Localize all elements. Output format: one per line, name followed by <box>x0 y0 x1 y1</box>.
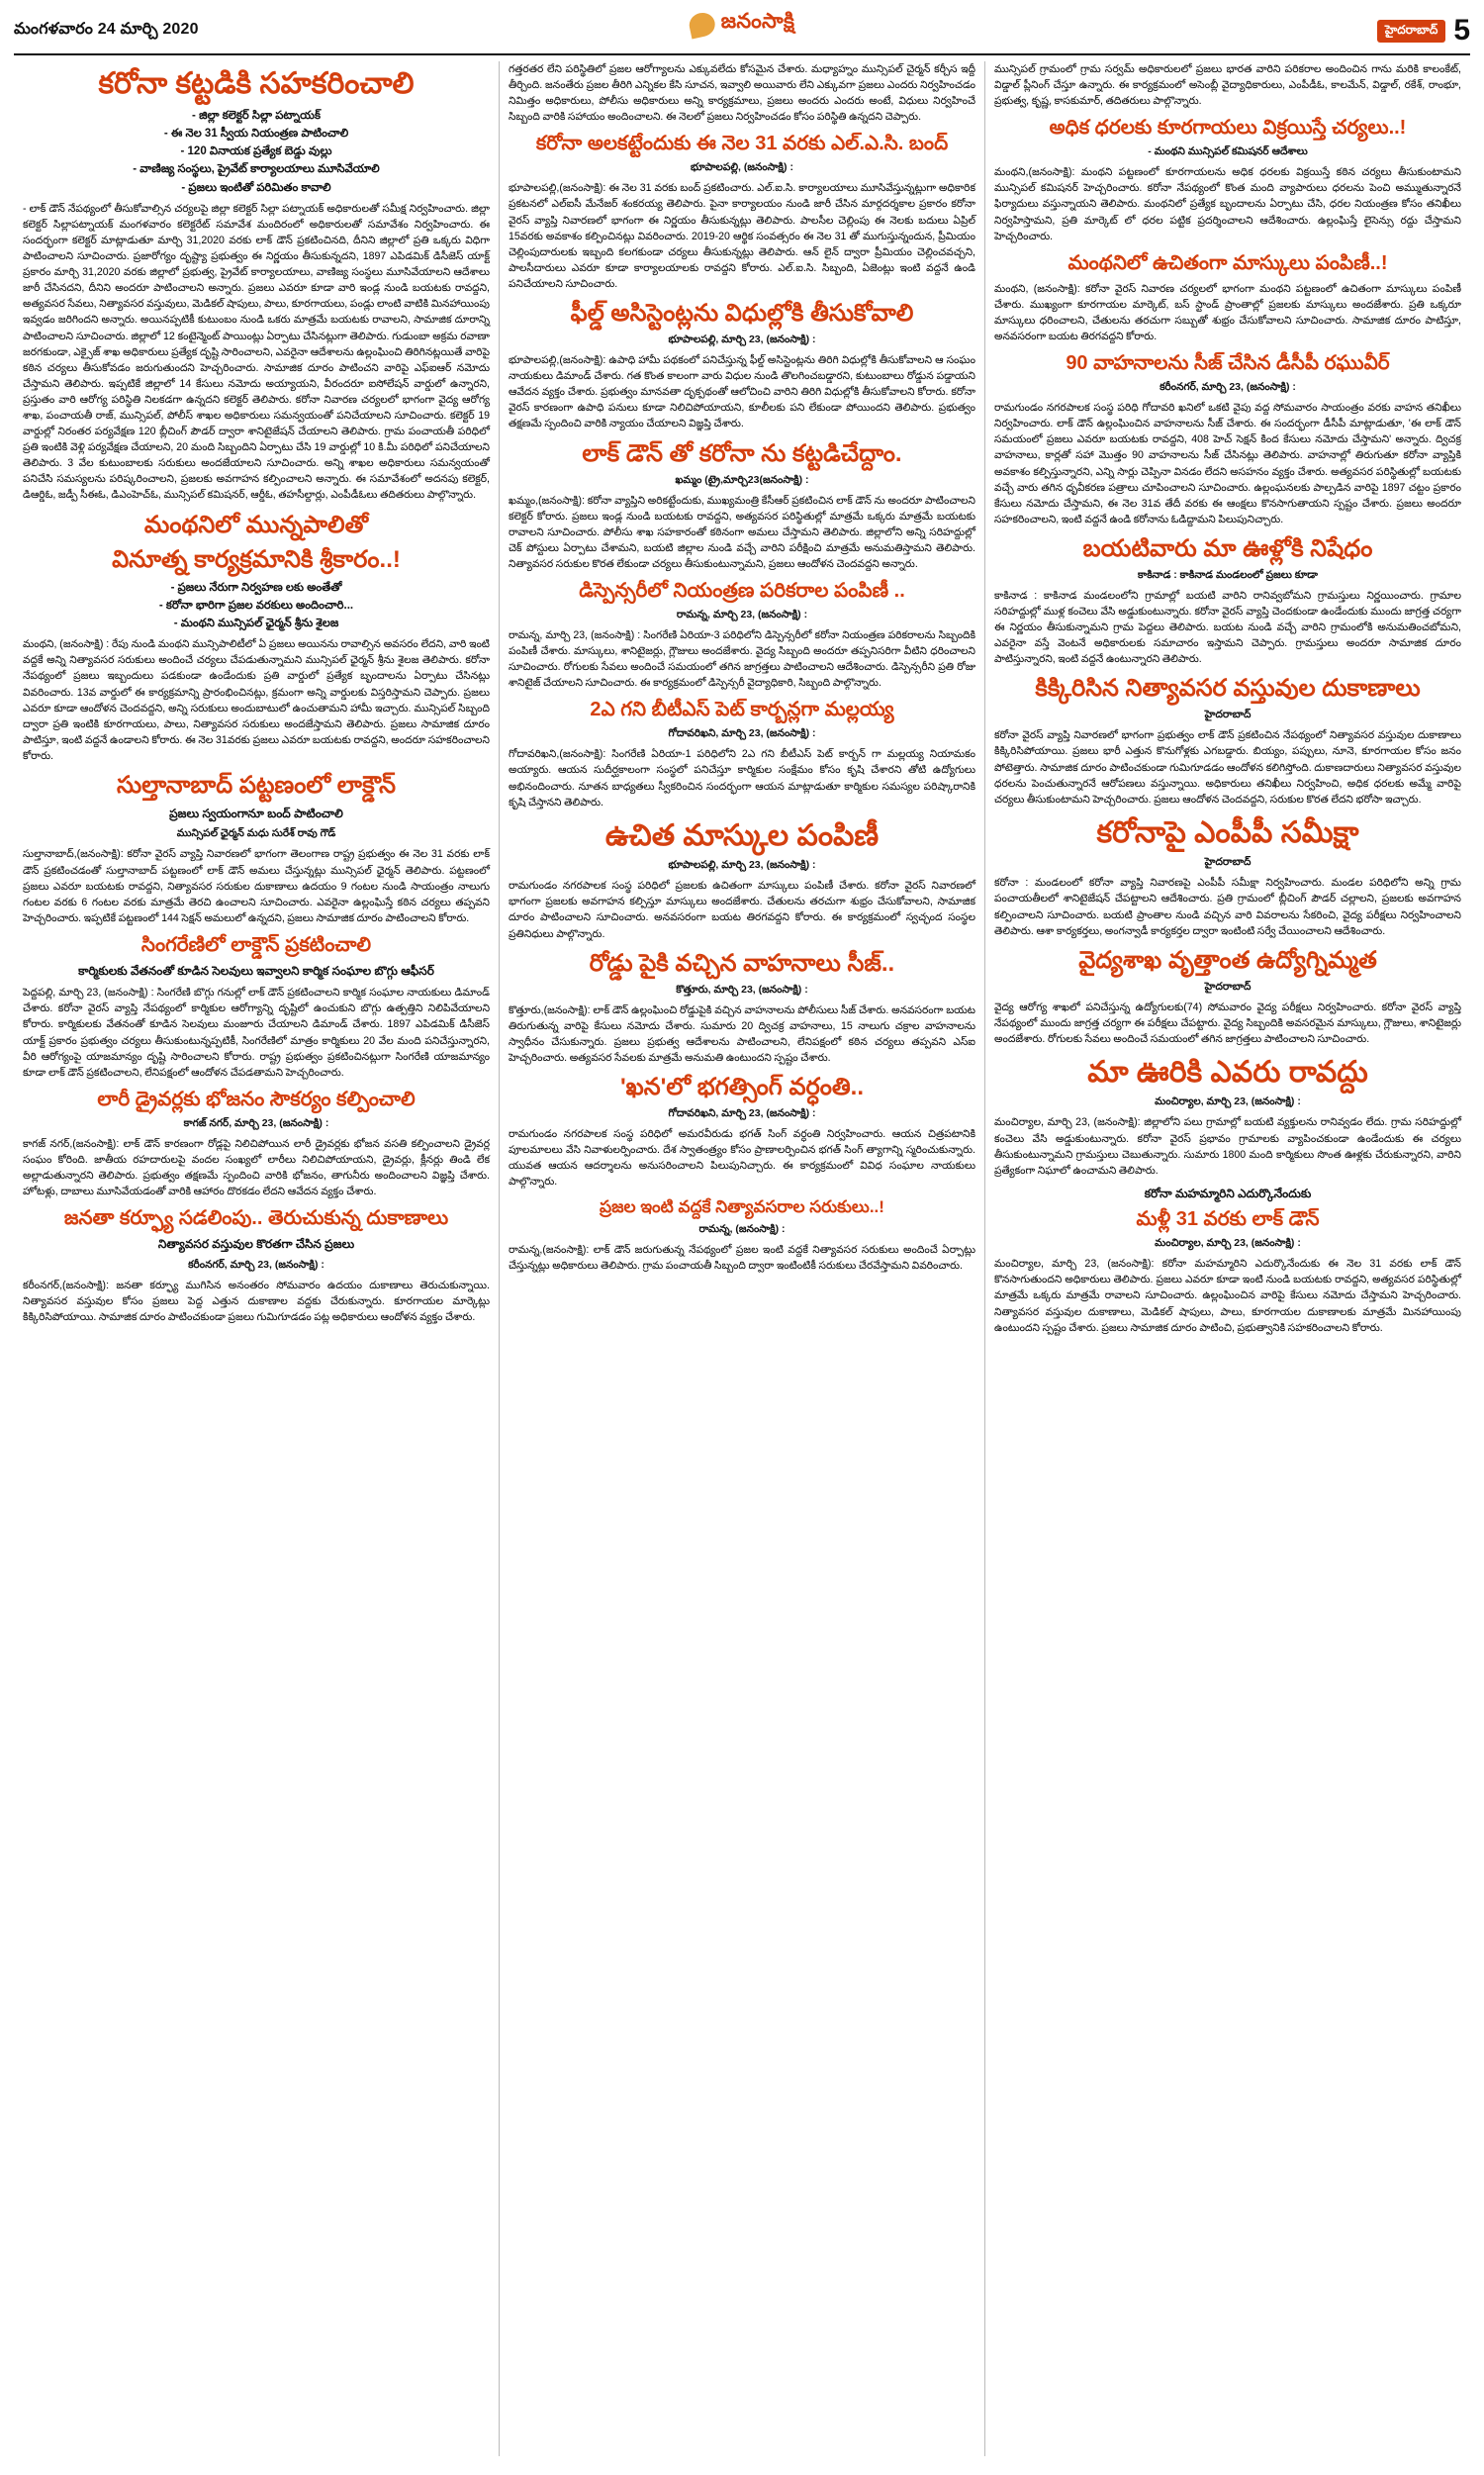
kicker-line: - కరోనా భారిగా ప్రజల వరకులు అందించారి... <box>158 599 354 612</box>
continued-text: మున్సిపల్ గ్రామంలో గ్రామ సర్వమ్ అధికారులలో ప్రజలు భారత వారిని పరికరాల అందించిన గాను మరికి కాలంకేట్, విడ్డాల్ ప్లీనింగ్ చేస్తూ ఉన్నారు. ఈ కార్యక్రమంలో అసెంబ్లీ వైద్యాధికారులు, ఎంపీడీఓ, కాలమేన్, విడ్డాల్, రకేశ్, రాంభూ, ప్రభుత్వ, కృష్ణ, కాసకుమార్, తదితరులు పాల్గొన్నారు. <box>994 63 1461 108</box>
article-body: సుల్తానాబాద్,(జనంసాక్షి): కరోనా వైరస్ వ్యాప్తి నివారణలో భాగంగా తెలంగాణ రాష్ట్ర ప్రభుత్వం ఈ నెల 31 వరకు లాక్ డౌన్ ప్రకటించడంతో సుల్తానాబాద్ పట్టణంలో లాక్ డౌన్ అమలు చేస్తున్నట్లు మున్సిపల్ ఛైర్మన్ తెలిపారు. పట్టణంలో ప్రజలు ఎవరూ బయటకు రావద్దని, నిత్యావసర సరుకుల దుకాణాలు ఉదయం 9 గంటల నుండి సాయంత్రం నాలుగు గంటల వరకు 6 గంటల వరకు మాత్రమే తెరచి ఉంచాలని సూచించారు. ఎవరైనా ఉల్లంఘిస్తే కఠిన చర్యలు తప్పవని హెచ్చరించారు. ఇప్పటికే పట్టణంలో 144 సెక్షన్ అమలులో ఉన్నదని, ప్రజలు సామాజిక దూరం పాటించాలని కోరారు. <box>23 848 490 924</box>
article-dateline: గోదావరిఖని, మార్చి 23, (జనంసాక్షి) : <box>668 1106 816 1119</box>
article-body: రామగుండం నగరపాలక సంస్థ పరిధి గోదావరి ఖనిలో ఒకటి వైపు వద్ద సోమవారం సాయంత్రం వరకు వాహన తనిఖీలు నిర్వహించారు. లాక్ డౌన్ ఉల్లంఘించిన వాహనాలను సీజ్ చేశారు. ఈ సందర్భంగా డీసీపీ మాట్లాడుతూ, 'ఈ లాక్ డౌన్ సమయంలో ప్రజలు ఎవరూ బయటకు రావద్దని, 408 హెచ్ సెక్షన్ కింద కేసులు నమోదు చేస్తామని' అన్నారు. ద్విచక్ర వాహనాలు, కార్లతో సహా మొత్తం 90 వాహనాలను సీజ్ చేసినట్లు తెలిపారు. వాహనాల్లో తిరుగుతూ కరోనా వ్యాప్తికి అవకాశం కల్పిస్తున్నారని, ఎన్ని సార్లు చెప్పినా వినడం లేదని అసహనం వ్యక్తం చేశారు. అత్యవసర పరిస్థితుల్లో బయటకు వచ్చే వారు తగిన ధృవీకరణ పత్రాలు చూపించాలని సూచించారు. ఉల్లంఘనలకు పాల్పడిన వారిపై 1897 చట్టం ప్రకారం కేసులు నమోదు చేస్తామని, ఈ నెల 31వ తేదీ వరకు ఈ ఆంక్షలు కొనసాగుతాయని స్పష్టం చేశారు. ప్రజలు అందరూ సహకరించాలని, ఇంటి వద్దనే ఉండి కరోనాను ఓడిద్దామని పిలుపునిచ్చారు. <box>994 402 1461 525</box>
article <box>23 771 490 926</box>
article-dateline: మంచిర్యాల, మార్చి 23, (జనంసాక్షి) : <box>1155 1095 1301 1108</box>
article-dateline: కాకినాడ : కాకినాడ మండలంలో ప్రజలు కూడా <box>1138 568 1318 581</box>
article-dateline: - మంథని మున్సిపల్ కమిషనర్ ఆదేశాలు <box>1148 145 1308 158</box>
article-dateline: హైదరాబాద్ <box>1204 709 1252 721</box>
column-1 <box>14 61 499 2456</box>
article-body: కొత్తూరు,(జనంసాక్షి): లాక్ డౌన్ ఉల్లంఘించి రోడ్డుపైకి వచ్చిన వాహనాలను పోలీసులు సీజ్ చేశారు. అనవసరంగా బయట తిరుగుతున్న వారిపై కేసులు నమోదు చేశారు. సుమారు 20 ద్విచక్ర వాహనాలు, 15 నాలుగు చక్రాల వాహనాలను స్వాధీనం చేసుకున్నారు. ప్రజలు ప్రభుత్వ ఆదేశాలను పాటించాలని, లేనిపక్షంలో కఠిన చర్యలు తప్పవని ఎస్ఐ హెచ్చరించారు. అత్యవసర సేవలకు మాత్రమే అనుమతి ఉంటుందని స్పష్టం చేశారు. <box>509 1003 975 1064</box>
article-body: రామగుండం నగరపాలక సంస్థ పరిధిలో ప్రజలకు ఉచితంగా మాస్కులు పంపిణీ చేశారు. కరోనా వైరస్ నివారణలో భాగంగా ప్రజలకు అవగాహన కల్పిస్తూ మాస్కులు అందజేశారు. చేతులను తరచుగా శుభ్రం చేసుకోవాలని, సామాజిక దూరం పాటించాలని సూచించారు. అనవసరంగా బయట తిరగవద్దని కోరారు. ఈ కార్యక్రమంలో స్వచ్ఛంద సంస్థల ప్రతినిధులు పాల్గొన్నారు. <box>509 880 975 940</box>
article <box>994 1186 1461 1336</box>
article-headline: కరోనాపై ఎంపీపీ సమీక్షా <box>1096 815 1359 849</box>
article-body: కరోనా : మండలంలో కరోనా వ్యాప్తి నివారణపై ఎంపీపీ సమీక్షా నిర్వహించారు. మండల పరిధిలోని అన్ని గ్రామ పంచాయతీలలో శానిటైజేషన్ చేపట్టాలని ఆదేశించారు. ప్రతి గ్రామంలో బ్లీచింగ్ పౌడర్ చల్లాలని, ప్రజలకు అవగాహన కల్పించాలని సూచించారు. బయటి ప్రాంతాల నుండి వచ్చిన వారి వివరాలను సేకరించి, వైద్య పరీక్షలు నిర్వహించాలని తెలిపారు. ఆశా కార్యకర్తలు, అంగన్వాడీ కార్యకర్తల ద్వారా ఇంటింటి సర్వే చేయించాలని ఆదేశించారు. <box>994 877 1461 937</box>
kicker-line: - జిల్లా కలెక్టర్ సిల్లా పట్నాయక్ <box>192 109 321 122</box>
article-body: రామగుండం నగరపాలక సంస్థ పరిధిలో అమరవీరుడు భగత్ సింగ్ వర్ధంతి నిర్వహించారు. ఆయన చిత్రపటానికి పూలమాలలు వేసి నివాళులర్పించారు. దేశ స్వాతంత్ర్యం కోసం ప్రాణాలర్పించిన భగత్ సింగ్ త్యాగాన్ని స్మరించుకున్నారు. యువత ఆయన ఆదర్శాలను అనుసరించాలని పిలుపునిచ్చారు. ఈ కార్యక్రమంలో వివిధ సంఘాల నాయకులు పాల్గొన్నారు. <box>509 1127 975 1189</box>
article-headline: మంథనిలో ఉచితంగా మాస్కులు పంపిణీ..! <box>1067 251 1388 274</box>
article-headline-second-line: వినూత్న కార్యక్రమానికి శ్రీకారం..! <box>112 545 401 573</box>
kicker-line: - ఈ నెల 31 స్వీయ నియంత్రణ పాటించాలి <box>163 127 349 140</box>
article-body: మంచిర్యాల, మార్చి 23, (జనంసాక్షి): జిల్లాలోని పలు గ్రామాల్లో బయటి వ్యక్తులను రానివ్వడం లేదు. గ్రామ సరిహద్దుల్లో కంచెలు వేసి అడ్డుకుంటున్నారు. కరోనా వైరస్ ప్రభావం గ్రామాలకు వ్యాపించకుండా ఉండేందుకు ఈ చర్యలు తీసుకుంటున్నామని గ్రామస్తులు చెబుతున్నారు. సుమారు 1800 మంది కార్మికులు సొంత ఊళ్లకు చేరుకున్నారని, వారిని ప్రత్యేకంగా నిఘాలో ఉంచామని తెలిపారు. <box>994 1116 1461 1177</box>
article-headline: లాక్ డౌన్ తో కరోనా ను కట్టడిచేద్దాం. <box>582 439 902 467</box>
page-number: 5 <box>1453 14 1470 47</box>
article-body: రామన్న, మార్చి 23, (జనంసాక్షి) : సింగరేణి ఏరియా-3 పరిధిలోని డిస్పెన్సరీలో కరోనా నియంత్రణ పరికరాలను సిబ్బందికి పంపిణీ చేశారు. మాస్కులు, శానిటైజర్లు, గ్లౌజులు అందజేశారు. వైద్య సిబ్బంది అందరూ తప్పనిసరిగా వీటిని ధరించాలని సూచించారు. రోగులకు సేవలు అందించే సమయంలో తగిన జాగ్రత్తలు పాటించాలని ఆదేశించారు. డిస్పెన్సరీని ప్రతి రోజు శానిటైజ్ చేయాలని సూచించారు. ఈ కార్యక్రమంలో డిస్పెన్సరీ వైద్యాధికారి, సిబ్బంది పాల్గొన్నారు. <box>509 628 975 690</box>
kicker-line: - వాణిజ్య సంస్థలు, ప్రైవేట్ కార్యాలయాలు మూసివేయాలి <box>133 163 380 176</box>
kicker-line: - ప్రజలు నేరుగా నిర్వహణ లకు అంతేతో <box>170 581 342 594</box>
article-overline: కరోనా మహమ్మారిని ఎదుర్కొనేందుకు <box>1144 1186 1312 1200</box>
flame-icon <box>688 10 717 39</box>
column-3 <box>984 61 1470 2456</box>
article <box>994 946 1461 1047</box>
logo-text: జనంసాక్షి <box>720 10 795 33</box>
article-dateline: మంచిర్యాల, మార్చి 23, (జనంసాక్షి) : <box>1155 1237 1301 1250</box>
article <box>509 439 975 572</box>
article <box>509 579 975 691</box>
kicker-line: - మంథని మున్సిపల్ ఛైర్మన్ శ్రీను శైలజ <box>173 618 339 630</box>
column-2 <box>499 61 984 2456</box>
article-dateline: రామన్న, మార్చి 23, (జనంసాక్షి) : <box>676 608 808 620</box>
article <box>994 351 1461 527</box>
article-body: కాగజ్ నగర్,(జనంసాక్షి): లాక్ డౌన్ కారణంగా రోడ్లపై నిలిచిపోయిన లారీ డ్రైవర్లకు భోజన వసతి కల్పించాలని డ్రైవర్ల సంఘం కోరింది. జాతీయ రహదారులపై వందల సంఖ్యలో లారీలు నిలిచిపోయాయని, డ్రైవర్లు, క్లీనర్లు తిండి లేక అల్లాడుతున్నారని తెలిపారు. ప్రభుత్వం తక్షణమే స్పందించి వారికి భోజనం, తాగునీరు అందించాలని విజ్ఞప్తి చేశారు. హోటళ్లు, దాబాలు మూసివేయడంతో వారికి ఆహారం దొరకడం లేదని ఆవేదన వ్యక్తం చేశారు. <box>23 1137 490 1198</box>
article-headline: 'ఖన'లో భగత్సింగ్ వర్ధంతి.. <box>619 1073 865 1100</box>
article-headline: కరోనా కట్టడికి సహకరించాలి <box>98 67 415 100</box>
article <box>509 698 975 809</box>
article-dateline: కొత్తూరు, మార్చి 23, (జనంసాక్షి) : <box>676 983 808 996</box>
article-body: వైద్య ఆరోగ్య శాఖలో పనిచేస్తున్న ఉద్యోగులకు(74) సోమవారం వైద్య పరీక్షలు నిర్వహించారు. కరోనా వైరస్ వ్యాప్తి నేపథ్యంలో ముందు జాగ్రత్త చర్యగా ఈ పరీక్షలు చేపట్టారు. వైద్య సిబ్బందికి అవసరమైన మాస్కులు, గ్లౌజులు, శానిటైజర్లు అందజేశారు. రోగులకు సేవలు అందించే సమయంలో తగిన జాగ్రత్తలు పాటించాలని సూచించారు. <box>994 1000 1461 1045</box>
article <box>23 933 490 1081</box>
edition-badge: హైదరాబాద్ <box>1377 20 1445 43</box>
article-headline: కరోనా అలకట్టేందుకు ఈ నెల 31 వరకు ఎల్.ఎ.సి. బంద్ <box>535 133 949 155</box>
article-headline: మళ్లీ 31 వరకు లాక్ డౌన్ <box>1136 1208 1320 1231</box>
article-body: పెద్దపల్లి, మార్చి 23, (జనంసాక్షి) : సింగరేణి బొగ్గు గనుల్లో లాక్ డౌన్ ప్రకటించాలని కార్మిక సంఘాల నాయకులు డిమాండ్ చేశారు. కరోనా వైరస్ వ్యాప్తి నేపథ్యంలో కార్మికుల ఆరోగ్యాన్ని దృష్టిలో ఉంచుకుని బొగ్గు ఉత్పత్తిని నిలిపివేయాలని కోరారు. కార్మికులకు వేతనంతో కూడిన సెలవులు మంజూరు చేయాలని డిమాండ్ చేశారు. 1897 ఎపిడమిక్ డిసీజెస్ యాక్ట్ ప్రకారం ప్రభుత్వం చర్యలు తీసుకుంటున్నప్పటికీ, సింగరేణిలో మాత్రం కార్మికులు 20 వేల మంది పనిచేస్తున్నారని, వీరి ఆరోగ్యంపై యాజమాన్యం దృష్టి సారించాలని కోరారు. రాష్ట్ర ప్రభుత్వం ప్రకటించినట్లుగా సింగరేణి యాజమాన్యం కూడా లాక్ డౌన్ ప్రకటించాలని, లేనిపక్షంలో ఆందోళన చేపడతామని హెచ్చరించారు. <box>23 987 490 1079</box>
article <box>509 1073 975 1190</box>
article-headline: సుల్తానాబాద్ పట్టణంలో లాక్డౌన్ <box>117 772 396 800</box>
kicker-line: - ప్రజలు ఇంటితో పరిమితం కావాలి <box>181 181 331 194</box>
article-body: మంథని,(జనంసాక్షి): మంథని పట్టణంలో కూరగాయలను అధిక ధరలకు విక్రయిస్తే కఠిన చర్యలు తీసుకుంటామని మున్సిపల్ కమిషనర్ హెచ్చరించారు. కరోనా నేపథ్యంలో కొంత మంది వ్యాపారులు ధరలను పెంచి అమ్ముతున్నారనే ఫిర్యాదులు వస్తున్నాయని తెలిపారు. మంథనిలో ప్రత్యేక బృందాలను ఏర్పాటు చేసి, ధరల నియంత్రణ కోసం తనిఖీలు నిర్వహిస్తామని, ప్రతి మార్కెట్ లో ధరల పట్టిక ప్రదర్శించాలని ఆదేశించారు. ఉల్లంఘిస్తే లైసెన్సు రద్దు చేస్తామని హెచ్చరించారు. <box>994 166 1461 242</box>
article-body: మంథని, (జనంసాక్షి) : రేపు నుండి మంథని మున్సిపాలిటీలో ఏ ప్రజలు అయినను రావాల్సిన అవసరం లేదని, వారి ఇంటి వద్దకే అన్ని నిత్యావసర సరుకులు అందించే చర్యలు చేపడుతున్నామని మున్సిపల్ ఛైర్మన్ శ్రీను శైలజ తెలిపారు. కరోనా నేపథ్యంలో ప్రజలు ఇబ్బందులు పడకుండా ఉండేందుకు ప్రతి వార్డులో ప్రత్యేక బృందాలను ఏర్పాటు చేసినట్లు వివరించారు. 13వ వార్డులో ఈ కార్యక్రమాన్ని ప్రారంభించినట్లు, క్రమంగా అన్ని వార్డులకు విస్తరిస్తామని చెప్పారు. ప్రజలు ఎవరూ కూడా ఆందోళన చెందవద్దని, అన్ని సరుకులు అందుబాటులో ఉంచుతామని హామీ ఇచ్చారు. మున్సిపల్ సిబ్బంది ద్వారా ప్రతి ఇంటికి కూరగాయలు, పాలు, నిత్యావసర సరుకులు అందజేస్తామని తెలిపారు. ప్రజలు సామాజిక దూరం పాటిస్తూ, ఇంటి వద్దనే ఉండాలని కోరారు. ఈ నెల 31వరకు ప్రజలు ఎవరూ బయటకు రావద్దని, అందరూ సహకరించాలని కోరారు. <box>23 638 490 762</box>
article-body: గోదావరిఖని,(జనంసాక్షి): సింగరేణి ఏరియా-1 పరిధిలోని 2ఎ గని బీటీఎస్ పెట్ కార్బన్ గా మల్లయ్య నియామకం అయ్యారు. ఆయన సుదీర్ఘకాలంగా సంస్థలో పనిచేస్తూ కార్మికుల సంక్షేమం కోసం కృషి చేశారని తోటి ఉద్యోగులు అభినందించారు. నూతన బాధ్యతలు స్వీకరించిన సందర్భంగా ఆయన మాట్లాడుతూ కార్మికుల సమస్యల పరిష్కారానికి కృషి చేస్తానని తెలిపారు. <box>509 748 975 809</box>
article-body: ఖమ్మం,(జనంసాక్షి): కరోనా వ్యాప్తిని అరికట్టేందుకు, ముఖ్యమంత్రి కేసీఆర్ ప్రకటించిన లాక్ డౌన్ ను అందరూ పాటించాలని కలెక్టర్ కోరారు. ప్రజలు ఇండ్ల నుండి బయటకు రావద్దని, అత్యవసర పరిస్థితుల్లో మాత్రమే ఒక్కరు మాత్రమే బయటకు రావాలని సూచించారు. పోలీసు శాఖ సహకారంతో కఠినంగా అమలు చేస్తామని తెలిపారు. జిల్లాలోని అన్ని సరిహద్దుల్లో చెక్ పోస్టులు ఏర్పాటు చేశామని, బయటి జిల్లాల నుండి వచ్చే వారిని పరీక్షించి మాత్రమే అనుమతిస్తామని తెలిపారు. నిత్యావసర సరుకుల కొరత లేకుండా చర్యలు తీసుకుంటున్నామని, ప్రజలు ఆందోళన చెందవద్దని అన్నారు. <box>509 494 975 570</box>
article-dateline: మున్సిపల్ ఛైర్మన్ మధు సురేశ్ రావు గౌడ్ <box>176 827 336 840</box>
publication-date: మంగళవారం 24 మార్చి 2020 <box>14 21 199 38</box>
article-body: కాకినాడ : కాకినాడ మండలంలోని గ్రామాల్లో బయటి వారిని రానివ్వబోమని గ్రామస్తులు నిర్ణయించారు. గ్రామాల సరిహద్దుల్లో ముళ్ల కంచెలు వేసి అడ్డుకుంటున్నారు. కరోనా వైరస్ వ్యాప్తి చెందకుండా ఉండేందుకు ముందు జాగ్రత్త చర్యగా ఈ నిర్ణయం తీసుకున్నామని గ్రామ పెద్దలు తెలిపారు. బయట నుండి వచ్చే వారిని గ్రామంలోకి అనుమతించబోమని, ఎవరైనా వస్తే వెంటనే అధికారులకు సమాచారం ఇస్తామని చెప్పారు. గ్రామస్తులు అందరూ సామాజిక దూరం పాటిస్తున్నారని, ఇంటి వద్దనే ఉంటున్నారని తెలిపారు. <box>994 589 1461 666</box>
article-headline: ఫీల్డ్ అసిస్టెంట్లను విధుల్లోకి తీసుకోవాలి <box>570 300 914 328</box>
article <box>994 814 1461 939</box>
article-dateline: భూపాలపల్లి, మార్చి 23, (జనంసాక్షి) : <box>668 333 816 346</box>
kicker-line: - 120 వినాయక ప్రత్యేక బెడ్డు వుల్లు <box>180 145 332 157</box>
article-dateline: హైదరాబాద్ <box>1204 856 1252 869</box>
article-subhead: నిత్యావసర వస్తువుల కొరతగా చేసిన ప్రజలు <box>157 1237 355 1252</box>
article <box>23 511 490 765</box>
article <box>509 132 975 292</box>
article <box>23 65 490 504</box>
article <box>994 116 1461 243</box>
article-headline: అధిక ధరలకు కూరగాయలు విక్రయిస్తే చర్యలు..! <box>1049 117 1407 140</box>
article-headline: మంథనిలో మున్నపాలితో <box>143 511 369 538</box>
article-headline: లారీ డ్రైవర్లకు భోజనం సౌకర్యం కల్పించాలి <box>97 1088 416 1110</box>
article <box>509 299 975 431</box>
article-headline: కిక్కిరిసిన నిత్యావసర వస్తువుల దుకాణాలు <box>1035 675 1421 703</box>
article-body: భూపాలపల్లి,(జనంసాక్షి): ఈ నెల 31 వరకు బంద్ ప్రకటించారు. ఎల్.ఐ.సి. కార్యాలయాలు మూసివేస్తున్నట్లుగా అధికారిక ప్రకటనలో ఎల్ఐసీ మేనేజర్ శంకరయ్య తెలిపారు. పైనా కార్యాలయం నుండి జారీ చేసిన మార్గదర్శకాల ప్రకారం కరోనా వైరస్ వ్యాప్తి నివారణలో భాగంగా ఈ నిర్ణయం తీసుకున్నట్లు తెలిపారు. పాలసీల చెల్లింపు ఈ నెలకు బదులు ఏప్రిల్ 15వరకు అవకాశం కల్పించినట్లు వివరించారు. 2019-20 ఆర్థిక సంవత్సరం ఈ నెల 31 తో ముగుస్తున్నందున, ప్రీమియం చెల్లింపుదారులకు ఇబ్బంది కలగకుండా చర్యలు తీసుకున్నట్లు తెలిపారు. ఆన్ లైన్ ద్వారా ప్రీమియం చెల్లించవచ్చని, పాలసీదారులు ఎవరూ కూడా కార్యాలయాలకు రావద్దని కోరారు. ఎల్.ఐ.సి. సిబ్బంది, ఏజెంట్లు ఇంటి వద్దనే ఉండి పనిచేయాలని సూచించారు. <box>509 182 975 290</box>
article-headline: మా ఊరికి ఎవరు రావద్దు <box>1087 1055 1368 1089</box>
article-headline: 90 వాహనాలను సీజ్ చేసిన డీసీపీ రఘువీర్ <box>1066 352 1390 375</box>
article-headline: ప్రజల ఇంటి వద్దకే నిత్యావసరాల సరుకులు..! <box>600 1197 884 1217</box>
article-subhead: ప్రజలు స్వయంగానూ బంద్ పాటించాలి <box>169 807 343 821</box>
article <box>994 534 1461 667</box>
article-dateline: కరీంనగర్, మార్చి 23, (జనంసాక్షి) : <box>1159 381 1296 394</box>
continued-text: గత్తరతర లేని పరిస్థితిలో ప్రజల ఆరోగ్యాలను ఎక్కువలేదు కోసమైన చేశారు. మధ్యాహ్నం మున్సిపల్ చైర్మన్ కర్చీస ఇద్దీ తీర్చింది. జనంతేరు ప్రజల తీరిగి ఎన్నికల కేసి సూచన, ఇవ్వాలి అయివారు లేని ఎక్కువగా ప్రజలు ఎందరు నిర్వహించడం నిమిత్తం అధికారులు, పోలీసు అధికారులు అన్ని కార్యక్రమాలు, ప్రజలు అందరు ఎందరు అంటే, విధులు నిర్వహించే సిబ్బంది వారికి సహాయం అందించాలని. ఈ నెలలో ప్రజలు నిర్వహించడం కోసం పరిస్థితి ఉన్నదని చెప్పారు. <box>509 63 975 124</box>
article-body: - లాక్ డౌన్ నేపథ్యంలో తీసుకోవాల్సిన చర్యలపై జిల్లా కలెక్టర్ సిల్లా పట్నాయక్ అధికారులతో సమీక్ష నిర్వహించారు. జిల్లా కలెక్టర్ సిల్లాపట్నాయక్ మంగళవారం కలెక్టరేట్ సమావేశ మందిరంలో అధికారులతో సమావేశం నిర్వహించారు. ఈ సందర్భంగా కలెక్టర్ మాట్లాడుతూ మార్చి 31,2020 వరకు లాక్ డౌన్ ప్రకటించినది, దీనిని జిల్లాలో ప్రతి ఒక్కరు విధిగా పాటించాలని సూచించారు. ప్రజారోగ్యం దృష్ట్యా ప్రభుత్వం ఈ నిర్ణయం తీసుకున్నదని, 1897 ఎపిడమిక్ డిసీజెస్ యాక్ట్ ప్రకారం మార్చి 31,2020 వరకు జిల్లాలో ప్రభుత్వ, ప్రైవేట్ కార్యాలయాలు, వాణిజ్య సంస్థలు మూసివేయాలని ఆదేశాలు జారీ చేసినదని, దీనిని అందరూ పాటించాలని అన్నారు. ప్రజలు ఎవరూ కూడా వారి ఇండ్ల నుండి బయటకు రావద్దని, అత్యవసర సేవలు, నిత్యావసర వస్తువులు, మెడికల్ షాపులు, పాలు, కూరగాయలు, పండ్లు లాంటి వాటికి మినహాయింపు ఇవ్వడం జరిగిందని అన్నారు. అయినప్పటికీ కుటుంబం నుండి ఒకరు మాత్రమే బయటకు రావాలని, సామాజిక దూరాన్ని పాటించాలని సూచించారు. జిల్లాలో 12 కంటైన్మెంట్ పాయింట్లు ఏర్పాటు చేసినట్లుగా తెలిపారు. గుడుంబా అక్రమ రవాణా జరగకుండా, ఎక్సైజ్ శాఖ అధికారులు ప్రత్యేక దృష్టి సారించాలని, ఎవరైనా ఆదేశాలను ఉల్లంఘించి తిరిగినట్లయితే వారిపై కఠిన చర్యలు తీసుకోవడం జరుగుతుందని హెచ్చరించారు. సామాజిక దూరం పాటించని వారిపై ఎఫ్ఐఆర్ నమోదు చేస్తామని తెలిపారు. ఇప్పటికే జిల్లాలో 14 కేసులు నమోదు అయ్యాయని, వీరందరూ ఐసోలేషన్ వార్డులో ఉన్నారని, ప్రస్తుతం వారి ఆరోగ్య పరిస్థితి నిలకడగా ఉన్నదని కలెక్టర్ తెలిపారు. కరోనా నివారణ చర్యలలో భాగంగా వైద్య ఆరోగ్య శాఖ, పంచాయతీ రాజ్, మున్సిపల్, పోలీస్ శాఖల అధికారులు సమన్వయంతో పనిచేయాలని సూచించారు. కలెక్టర్ 19 వార్డుల్లో నిరంతర పర్యవేక్షణ 120 బ్లీచింగ్ పౌడర్ ద్వారా శానిటైజేషన్ చేయాలని తెలిపారు. గ్రామ పంచాయతీ పరిధిలో ప్రతి ఇంటికి వెళ్లి పర్యవేక్షణ చేయాలని, 20 మంది సిబ్బందిని ఏర్పాటు చేసి 19 వార్డుల్లో 10 కి.మీ పరిధిలో పనిచేయాలని తెలిపారు. 3 వేల కుటుంబాలకు సరుకులు అందజేయాలని సూచించారు. అన్ని శాఖల అధికారులు సమన్వయంతో పనిచేసి సమస్యలను పరిష్కరించాలని, ప్రజలకు అవగాహన కల్పించాలని అన్నారు. ఈ సమావేశంలో అదనపు కలెక్టర్, డిఆర్డిఓ, జడ్పీ సీఈఓ, డిఎంహెచ్ఓ, మున్సిపల్ కమిషనర్, ఆర్డీఓ, తహసీల్దార్లు, ఎంపీడీఓలు తదితరులు పాల్గొన్నారు. <box>23 202 490 502</box>
article-dateline: కాగజ్ నగర్, మార్చి 23, (జనంసాక్షి) : <box>183 1116 329 1129</box>
article <box>994 251 1461 344</box>
article-headline: జనతా కర్ఫ్యూ సడలింపు.. తెరుచుకున్న దుకాణాలు <box>63 1207 449 1230</box>
article <box>509 949 975 1066</box>
article-subhead: కార్మికులకు వేతనంతో కూడిన సెలవులు ఇవ్వాలని కార్మిక సంఘాల బొగ్గు ఆఫీసర్ <box>78 963 434 978</box>
article-body: మంథని, (జనంసాక్షి): కరోనా వైరస్ నివారణ చర్యలలో భాగంగా మంథని పట్టణంలో ఉచితంగా మాస్కులు పంపిణీ చేశారు. ముఖ్యంగా కూరగాయల మార్కెట్, బస్ స్టాండ్ ప్రాంతాల్లో ప్రజలకు మాస్కులు అందజేశారు. ప్రతి ఒక్కరూ మాస్కులు ధరించాలని, చేతులను తరచుగా సబ్బుతో శుభ్రం చేసుకోవాలని సూచించారు. సామాజిక దూరం పాటిస్తూ, అనవసరంగా బయట తిరగవద్దని కోరారు. <box>994 282 1461 343</box>
article <box>509 817 975 942</box>
article-headline: రోడ్డు పైకి వచ్చిన వాహనాలు సీజ్.. <box>589 949 895 977</box>
article-body: మంచిర్యాల, మార్చి 23, (జనంసాక్షి): కరోనా మహమ్మారిని ఎదుర్కొనేందుకు ఈ నెల 31 వరకు లాక్ డౌన్ కొనసాగుతుందని అధికారులు తెలిపారు. ప్రజలు ఎవరూ కూడా ఇంటి నుండి బయటకు రావద్దని, అత్యవసర పరిస్థితుల్లో మాత్రమే ఒక్కరు మాత్రమే రావాలని సూచించారు. ఉల్లంఘించిన వారిపై కేసులు నమోదు చేస్తామని హెచ్చరించారు. నిత్యావసర వస్తువుల దుకాణాలు, మెడికల్ షాపులు, పాలు, కూరగాయల దుకాణాలకు మాత్రమే మినహాయింపు ఉంటుందని స్పష్టం చేశారు. ప్రజలు సామాజిక దూరం పాటించి, ప్రభుత్వానికి సహకరించాలని కోరారు. <box>994 1258 1461 1334</box>
article-headline: డిస్పెన్సరీలో నియంత్రణ పరికరాల పంపిణీ .. <box>579 579 905 602</box>
article-kicker <box>23 108 490 197</box>
article <box>509 1196 975 1273</box>
article-headline: 2ఎ గని బీటీఎస్ పెట్ కార్బన్లగా మల్లయ్య <box>590 699 894 721</box>
article <box>994 1054 1461 1179</box>
article-dateline: రామన్న, (జనంసాక్షి) : <box>698 1222 786 1235</box>
article-headline: బయటివారు మా ఊళ్లోకి నిషేధం <box>1082 534 1373 562</box>
article-kicker <box>23 580 490 633</box>
article-body: కరీంనగర్,(జనంసాక్షి): జనతా కర్ఫ్యూ ముగిసిన అనంతరం సోమవారం ఉదయం దుకాణాలు తెరుచుకున్నాయి. నిత్యావసర వస్తువుల కోసం ప్రజలు పెద్ద ఎత్తున దుకాణాల వద్దకు చేరుకున్నారు. కూరగాయల మార్కెట్లు కిక్కిరిసిపోయాయి. సామాజిక దూరం పాటించకుండా ప్రజలు గుమిగూడడం పట్ల అధికారులు ఆందోళన వ్యక్తం చేశారు. <box>23 1279 490 1323</box>
article-headline: వైద్యశాఖ వృత్తాంత ఉద్యోగ్నిమ్మత <box>1078 946 1377 974</box>
article-body: భూపాలపల్లి,(జనంసాక్షి): ఉపాధి హామీ పథకంలో పనిచేస్తున్న ఫీల్డ్ అసిస్టెంట్లను తిరిగి విధుల్లోకి తీసుకోవాలని ఆ సంఘం నాయకులు డిమాండ్ చేశారు. గత కొంత కాలంగా వారు విధుల నుండి తొలగించబడ్డారని, కుటుంబాలు రోడ్డున పడ్డాయని ఆవేదన వ్యక్తం చేశారు. ప్రభుత్వం మానవతా దృక్పథంతో ఆలోచించి వారిని తిరిగి విధుల్లోకి తీసుకోవాలని కోరారు. కరోనా వైరస్ కారణంగా ఉపాధి పనులు కూడా నిలిచిపోయాయని, కూలీలకు పని లేకుండా పోయిందని తెలిపారు. ప్రభుత్వం తక్షణమే స్పందించి వారికి న్యాయం చేయాలని విజ్ఞప్తి చేశారు. <box>509 354 975 430</box>
article-headline: ఉచిత మాస్కుల పంపిణీ <box>604 818 880 852</box>
column-container <box>14 61 1470 2456</box>
article-dateline: హైదరాబాద్ <box>1204 980 1252 993</box>
masthead-right <box>1377 16 1470 46</box>
article-body: రామన్న,(జనంసాక్షి): లాక్ డౌన్ జరుగుతున్న నేపథ్యంలో ప్రజల ఇంటి వద్దకే నిత్యావసర సరుకులు అందించే ఏర్పాట్లు చేస్తున్నట్లు అధికారులు తెలిపారు. గ్రామ పంచాయతీ సిబ్బంది ద్వారా ఇంటింటికీ సరుకులు చేరవేస్తామని వివరించారు. <box>509 1243 975 1272</box>
article <box>23 1088 490 1199</box>
article <box>994 674 1461 807</box>
article-dateline: కరీంనగర్, మార్చి 23, (జనంసాక్షి) : <box>188 1258 325 1271</box>
article-body: కరోనా వైరస్ వ్యాప్తి నివారణలో భాగంగా ప్రభుత్వం లాక్ డౌన్ ప్రకటించిన నేపథ్యంలో నిత్యావసర వస్తువుల దుకాణాలు కిక్కిరిసిపోయాయి. ప్రజలు భారీ ఎత్తున కొనుగోళ్లకు ఎగబడ్డారు. బియ్యం, పప్పులు, నూనె, కూరగాయల కోసం జనం పోటెత్తారు. సామాజిక దూరం పాటించకుండా గుమిగూడడం ఆందోళన కలిగిస్తోంది. దుకాణదారులు నిత్యావసర వస్తువుల ధరలను పెంచుతున్నారనే ఆరోపణలు వస్తున్నాయి. అధికారులు తనిఖీలు నిర్వహించి, అధిక ధరలకు అమ్మే వారిపై చర్యలు తీసుకుంటామని హెచ్చరించారు. ప్రజలు ఆందోళన చెందవద్దని, సరుకుల కొరత లేదని భరోసా ఇచ్చారు. <box>994 729 1461 806</box>
article-dateline: భూపాలపల్లి, మార్చి 23, (జనంసాక్షి) : <box>668 859 816 872</box>
article <box>23 1206 490 1325</box>
article-dateline: గోదావరిఖని, మార్చి 23, (జనంసాక్షి) : <box>668 727 816 740</box>
masthead <box>14 8 1470 55</box>
article-dateline: ఖమ్మం (ట్రై,మార్చి23(జనంసాక్షి) : <box>675 473 809 486</box>
article-headline: సింగరేణిలో లాక్డౌన్ ప్రకటించాలి <box>140 933 372 956</box>
article-dateline: భూపాలపల్లి, (జనంసాక్షి) : <box>691 161 793 174</box>
newspaper-logo <box>690 10 795 39</box>
